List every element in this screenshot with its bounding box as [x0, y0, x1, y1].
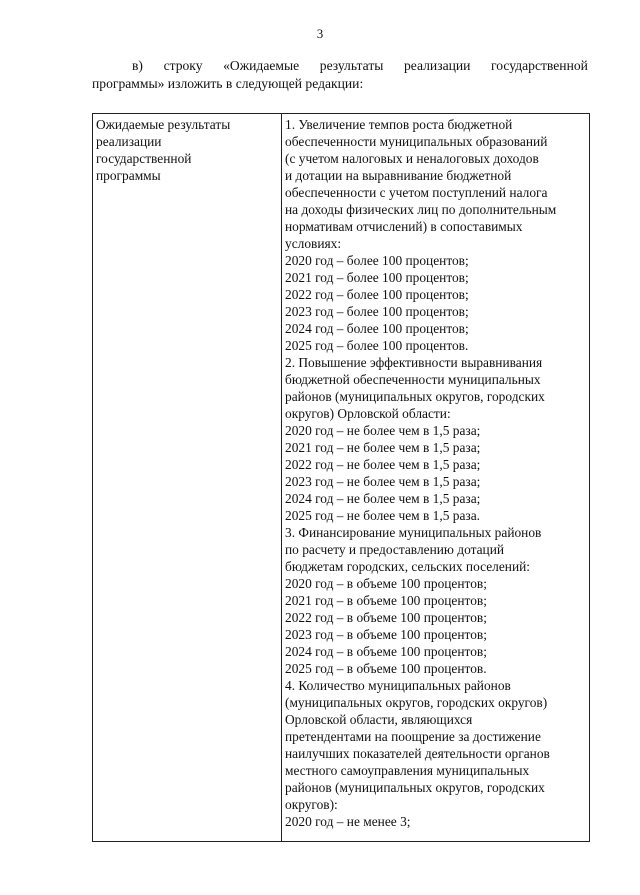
result-line: Орловской области, являющихся [285, 712, 473, 727]
result-line: (муниципальных округов, городских округов) [285, 695, 548, 710]
intro-word: государственной [491, 58, 588, 73]
result-line: 2023 год – не более чем в 1,5 раза; [285, 474, 481, 489]
result-line: 2023 год – в объеме 100 процентов; [285, 627, 487, 642]
result-line: 2020 год – в объеме 100 процентов; [285, 576, 487, 591]
result-line: 1. Увеличение темпов роста бюджетной [285, 117, 513, 132]
result-line: 2024 год – более 100 процентов; [285, 321, 469, 336]
result-line: 4. Количество муниципальных районов [285, 678, 511, 693]
table-row [93, 114, 590, 842]
result-line: 2021 год – более 100 процентов; [285, 270, 469, 285]
result-line: претендентами на поощрение за достижение [285, 729, 541, 744]
result-line: (с учетом налоговых и неналоговых доходов [285, 151, 539, 166]
intro-line-1 [92, 57, 588, 75]
result-line: 2022 год – не более чем в 1,5 раза; [285, 457, 481, 472]
result-line: 2022 год – более 100 процентов; [285, 287, 469, 302]
intro-paragraph [92, 57, 588, 93]
result-line: обеспеченности с учетом поступлений налога [285, 185, 548, 200]
label-line: Ожидаемые результаты [96, 117, 231, 132]
result-line: местного самоуправления муниципальных [285, 763, 530, 778]
result-line: 2020 год – более 100 процентов; [285, 253, 469, 268]
result-line: нормативам отчислений) в сопоставимых [285, 219, 523, 234]
result-line: районов (муниципальных округов, городских [285, 780, 545, 795]
result-line: 2021 год – не более чем в 1,5 раза; [285, 440, 481, 455]
label-line: государственной [96, 151, 192, 166]
result-line: 2025 год – более 100 процентов. [285, 338, 469, 353]
program-results-table [92, 113, 590, 842]
intro-word: в) [132, 58, 143, 73]
result-line: обеспеченности муниципальных образований [285, 134, 548, 149]
result-line: 2024 год – не более чем в 1,5 раза; [285, 491, 481, 506]
result-line: и дотации на выравнивание бюджетной [285, 168, 512, 183]
intro-word: результаты [319, 58, 384, 73]
results-cell [282, 114, 590, 842]
result-line: по расчету и предоставлению дотаций [285, 542, 505, 557]
result-line: 2025 год – в объеме 100 процентов. [285, 661, 487, 676]
result-line: округов): [285, 797, 338, 812]
intro-word: строку [163, 58, 203, 73]
result-line: 2024 год – в объеме 100 процентов; [285, 644, 487, 659]
result-line: наилучших показателей деятельности органов [285, 746, 550, 761]
result-line: округов) Орловской области: [285, 406, 451, 421]
intro-line-2: программы» изложить в следующей редакции: [92, 76, 364, 91]
result-line: районов (муниципальных округов, городских [285, 389, 545, 404]
result-line: 2025 год – не более чем в 1,5 раза. [285, 508, 480, 523]
page-number: 3 [316, 26, 324, 41]
result-line: бюджетной обеспеченности муниципальных [285, 372, 541, 387]
result-line: 2022 год – в объеме 100 процентов; [285, 610, 487, 625]
intro-word: реализации [404, 58, 471, 73]
label-cell [93, 114, 282, 842]
result-line: 2020 год – не менее 3; [285, 814, 411, 829]
result-line: 2023 год – более 100 процентов; [285, 304, 469, 319]
result-line: бюджетам городских, сельских поселений: [285, 559, 531, 574]
label-line: программы [96, 168, 161, 183]
result-line: на доходы физических лиц по дополнительным [285, 202, 557, 217]
result-line: 2. Повышение эффективности выравнивания [285, 355, 543, 370]
result-line: 2021 год – в объеме 100 процентов; [285, 593, 487, 608]
result-line: 2020 год – не более чем в 1,5 раза; [285, 423, 481, 438]
result-line: условиях: [285, 236, 342, 251]
label-line: реализации [96, 134, 162, 149]
result-line: 3. Финансирование муниципальных районов [285, 525, 542, 540]
intro-word: «Ожидаемые [223, 58, 300, 73]
